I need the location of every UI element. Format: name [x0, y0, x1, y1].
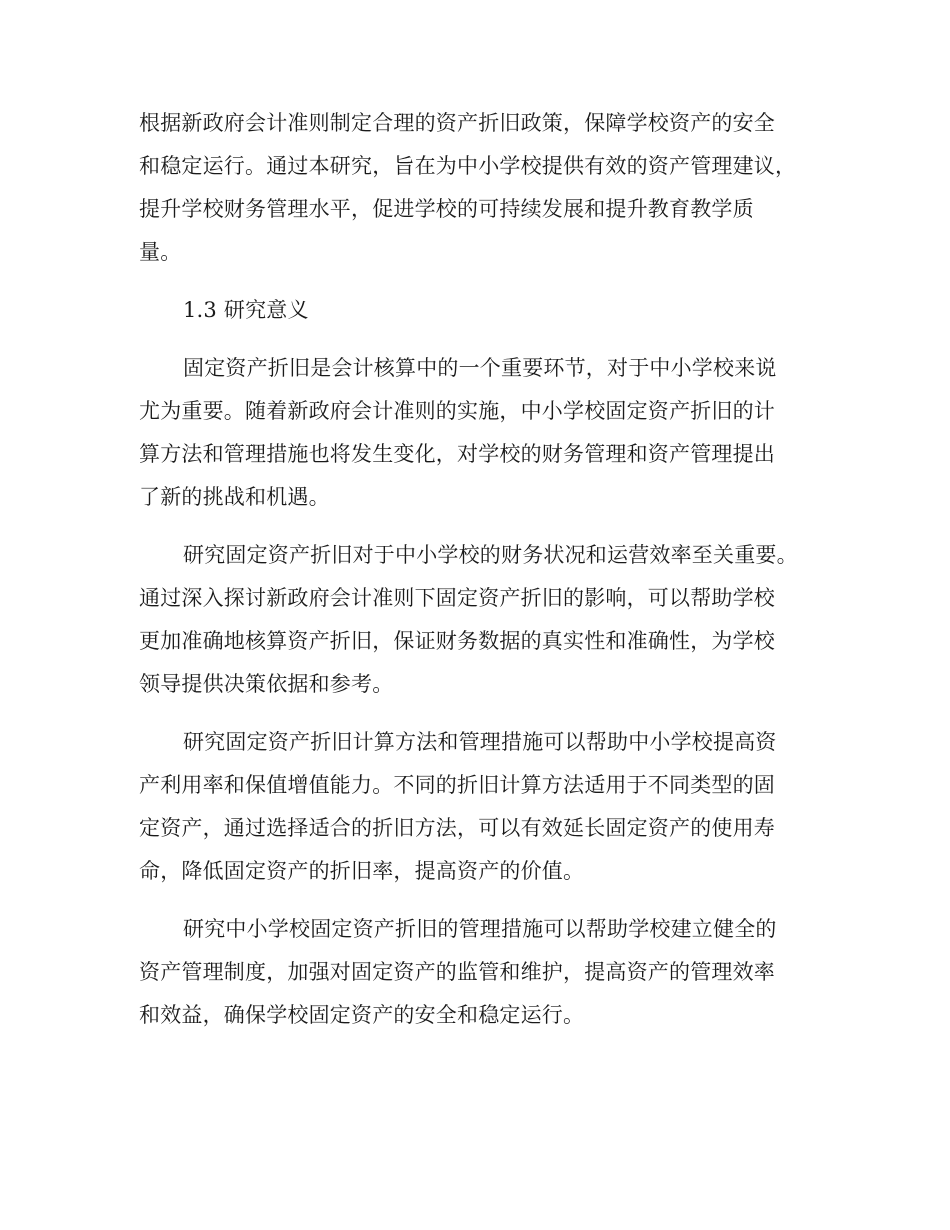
paragraph-line: 产利用率和保值增值能力。不同的折旧计算方法适用于不同类型的固 [139, 773, 775, 797]
paragraph-line: 算方法和管理措施也将发生变化，对学校的财务管理和资产管理提出 [139, 442, 775, 466]
paragraph-line: 更加准确地核算资产折旧，保证财务数据的真实性和准确性，为学校 [139, 629, 775, 653]
paragraph-line: 领导提供决策依据和参考。 [139, 672, 394, 696]
paragraph-line: 和效益，确保学校固定资产的安全和稳定运行。 [139, 1003, 585, 1027]
paragraph-line: 研究中小学校固定资产折旧的管理措施可以帮助学校建立健全的 [183, 917, 777, 941]
paragraph-line: 命，降低固定资产的折旧率，提高资产的价值。 [139, 859, 585, 883]
paragraph-line: 资产管理制度，加强对固定资产的监管和维护，提高资产的管理效率 [139, 960, 775, 984]
paragraph-line: 量。 [139, 240, 182, 264]
paragraph-line: 提升学校财务管理水平，促进学校的可持续发展和提升教育教学质 [139, 197, 754, 221]
paragraph-line: 通过深入探讨新政府会计准则下固定资产折旧的影响，可以帮助学校 [139, 586, 775, 610]
paragraph-line: 和稳定运行。通过本研究，旨在为中小学校提供有效的资产管理建议， [139, 154, 797, 178]
paragraph-line: 根据新政府会计准则制定合理的资产折旧政策，保障学校资产的安全 [139, 111, 775, 135]
paragraph-line: 研究固定资产折旧对于中小学校的财务状况和运营效率至关重要。 [183, 543, 798, 567]
section-heading: 1.3 研究意义 [183, 298, 309, 322]
paragraph-line: 定资产，通过选择适合的折旧方法，可以有效延长固定资产的使用寿 [139, 816, 775, 840]
paragraph-line: 尤为重要。随着新政府会计准则的实施，中小学校固定资产折旧的计 [139, 399, 775, 423]
paragraph-line: 固定资产折旧是会计核算中的一个重要环节，对于中小学校来说 [183, 356, 777, 380]
paragraph-line: 了新的挑战和机遇。 [139, 485, 330, 509]
paragraph-line: 研究固定资产折旧计算方法和管理措施可以帮助中小学校提高资 [183, 730, 777, 754]
